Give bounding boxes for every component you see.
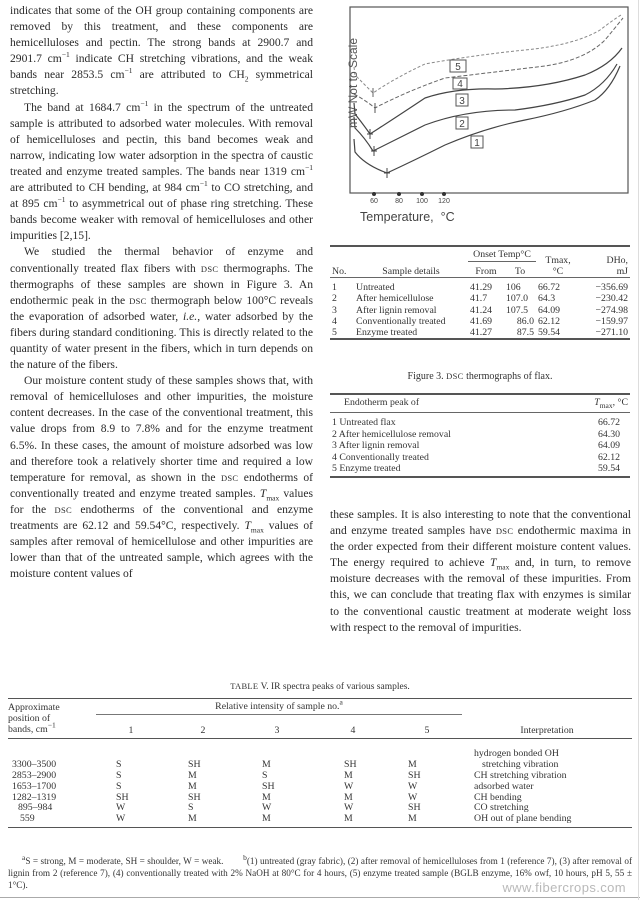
to-header: To (514, 265, 526, 277)
paragraph-moisture-content: Our moisture content study of these samples shows that, with removal of hemicelluloses and other impurities, the moisture content decreases. In the case of the conventional treatment, this value drops from 8.9 to 7.8% and for the enzyme treatment 6.5%. In these cases, the amount of moisture adsorbed was low and therefore took a relatively shorter time and required a low temperature for removal, as shown in the DSC endotherms of conventionally treated and enzyme treated samples. $T_{max}$ values for the DSC endotherms of the conventional and enzyme treatments are 62.12 and 59.54°C, respectively. $T_{max}$ values of samples after removal of hemicellulose and other impurities are lower than that of the untreated sample, which agrees with the moisture content values of (10, 374, 313, 581)
page-right-border (638, 0, 639, 900)
table-row: 5 Enzyme treated 41.27 87.5 59.54 −271.10 (332, 327, 628, 339)
table-row: 3 After lignin removal 64.09 (332, 440, 620, 452)
table-row: 1653–1700 S M SH W W adsorbed water (12, 780, 534, 792)
table-row: 895–984 W S W W SH CO stretching (18, 802, 529, 814)
band-position-header-3: bands, $cm^{-1}$ (8, 720, 56, 735)
curve-5 (354, 15, 621, 93)
table-v-title: TABLE V. IR spectra peaks of various samples. (230, 681, 410, 692)
dho-header: DHo, mJ (606, 254, 628, 277)
x-tick-120: 120 (438, 198, 450, 205)
sample-details-header: Sample details (382, 265, 440, 277)
table-row: 2853–2900 S M S M SH CH stretching vibration (12, 769, 567, 781)
curve-1 (354, 66, 620, 173)
sample-col-1: 1 (128, 725, 134, 737)
dsc-thermograph-chart (325, 0, 640, 240)
table-row: 4 Conventionally treated 62.12 (332, 451, 620, 463)
table-row: 2 After hemicellulose removal 64.30 (332, 428, 620, 440)
series-label-2: 2 (459, 119, 465, 130)
sample-col-5: 5 (424, 725, 430, 737)
left-column-text (10, 3, 313, 582)
dsc-data-table (330, 247, 630, 340)
table-row: 1282–1319 SH SH M M W CH bending (12, 791, 522, 803)
interpretation-header: Interpretation (520, 725, 574, 737)
y-axis-label: mW Not to Scale (346, 37, 360, 129)
series-label-4: 4 (457, 79, 463, 90)
figure-caption: Figure 3. DSC thermographs of flax. (407, 371, 553, 382)
endotherm-header: Endotherm peak of (344, 397, 420, 409)
no-header: No. (332, 265, 347, 277)
series-label-3: 3 (459, 96, 465, 107)
table-row: 559 W M M M M OH out of plane bending (8, 814, 632, 827)
tmax-header: $T_{max}$, °C (594, 397, 628, 411)
curve-3 (354, 48, 622, 134)
tmax-header: Tmax, °C (545, 254, 571, 277)
onset-temp-header: Onset Temp°C (468, 247, 536, 261)
curve-4 (354, 18, 623, 108)
sample-col-4: 4 (350, 725, 356, 737)
sample-col-2: 2 (200, 725, 206, 737)
table-row: 5 Enzyme treated 59.54 (330, 463, 630, 477)
table-row: 2 After hemicellulose 41.7 107.0 64.3 −230.42 (332, 293, 628, 305)
page-bottom-border (0, 897, 640, 898)
table-row: 4 Conventionally treated 41.69 86.0 62.12 −159.97 (332, 315, 628, 327)
x-tick-80: 80 (395, 198, 403, 205)
from-header: From (475, 265, 497, 277)
band-position-header-1: Approximate (8, 701, 60, 713)
x-tick-100: 100 (416, 198, 428, 205)
series-label-1: 1 (474, 138, 480, 149)
endotherm-peak-table (330, 393, 630, 478)
table-row: 3 After lignin removal 41.24 107.5 64.09 −274.98 (332, 304, 628, 316)
series-label-5: 5 (455, 62, 461, 73)
paragraph-band-1684: The band at 1684.7 $cm^{-1}$ in the spectrum of the untreated sample is attributed to adsorbed water molecules. With removal of hemicelluloses and pectin, this band becomes weak and narrow, indicating low water adsorption in the spectra of caustic treated and enzyme treated samples. The bands near 1319 $cm^{-1}$ are attributed to CH bending, at 984 $cm^{-1}$ to CO stretching, and at 895 $cm^{-1}$ to asymmetrical out of phase ring stretching. These bands become weaker with removal of hemicelluloses and other impurities [2,15]. (10, 98, 314, 243)
table-row: 3300–3500 S SH M SH M stretching vibration (12, 758, 559, 770)
sample-col-3: 3 (274, 725, 280, 737)
paragraph-conclusion: these samples. It is also interesting to note that the conventional and enzyme treated samples have DSC endothermic maxima in the order expected from their different moisture content values. The energy required to achieve $T_{max}$ and, in turn, to remove moisture decreases with the removal of these impurities. From this, we can conclude that treating flax with enzymes is similar to the conventional caustic treatment at moderate weight loss with respect to the removal of impurities. (330, 508, 631, 634)
table-row: 1 Untreated 41.29 106 66.72 −356.69 (332, 282, 628, 293)
table-row: 1 Untreated flax 66.72 (332, 417, 620, 428)
table-footnote: $^a$S = strong, M = moderate, SH = shoulder, W = weak. $^b$(1) untreated (gray fabric), (2) after removal of hemicelluloses from 1 (reference 7), (3) after removal of lignin from 2 (reference 7), (4) conventionally treated with 2% NaOH at 80°C for 4 hours, (5) enzyme treated sample (BGLB enzyme, 16% owf, 10 hours, pH 5, 55 ± 1°C). (8, 852, 632, 891)
relative-intensity-header: Relative intensity of sample no.$^a$ (96, 702, 462, 714)
right-column-text (330, 507, 631, 636)
x-tick-60: 60 (370, 198, 378, 205)
paragraph-thermal-behavior: We studied the thermal behavior of enzyme and conventionally treated flax fibers with DSC thermographs. The thermographs of these samples are shown in Figure 3. An endothermic peak in the DSC thermograph below 100°C reveals the evaporation of adsorbed water, i.e., water adsorbed by the fibers during standard conditioning. This is directly related to the quantity of water present in the fibers, which in turn depends on the nature of the fibers. (10, 245, 313, 372)
band-position-header-2: position of (8, 713, 51, 724)
x-axis-label: Temperature, °C (360, 210, 455, 224)
ir-table-top-rule (8, 698, 632, 699)
watermark-text: www.fibercrops.com (502, 880, 626, 895)
paragraph-ir-bands: indicates that some of the OH group containing components are removed by this treatment, and these components are hemicelluloses and pectin. The strong bands at 2900.7 and 2901.7 $cm^{-1}$ indicate CH stretching vibrations, and the weak bands near 2853.5 $cm^{-1}$ are attributed to $CH_2$ symmetrical stretching. (10, 4, 313, 98)
ir-spectra-table: Approximate Relative intensity of sample no.$^a$ position of bands, $cm^{-1}$ 1 2 3 4 5 Interpretation hydrogen bonded OH 3300–3500 S SH M SH M stretching vibration 2853–2900 S M S M SH CH stretching vibration 1653–1700 S M SH W W adsorbed water 1282–1319 SH SH M M W CH bending 895–984 W S W W SH CO stretching 559 W M M M M OH out of plane bending (8, 702, 632, 828)
